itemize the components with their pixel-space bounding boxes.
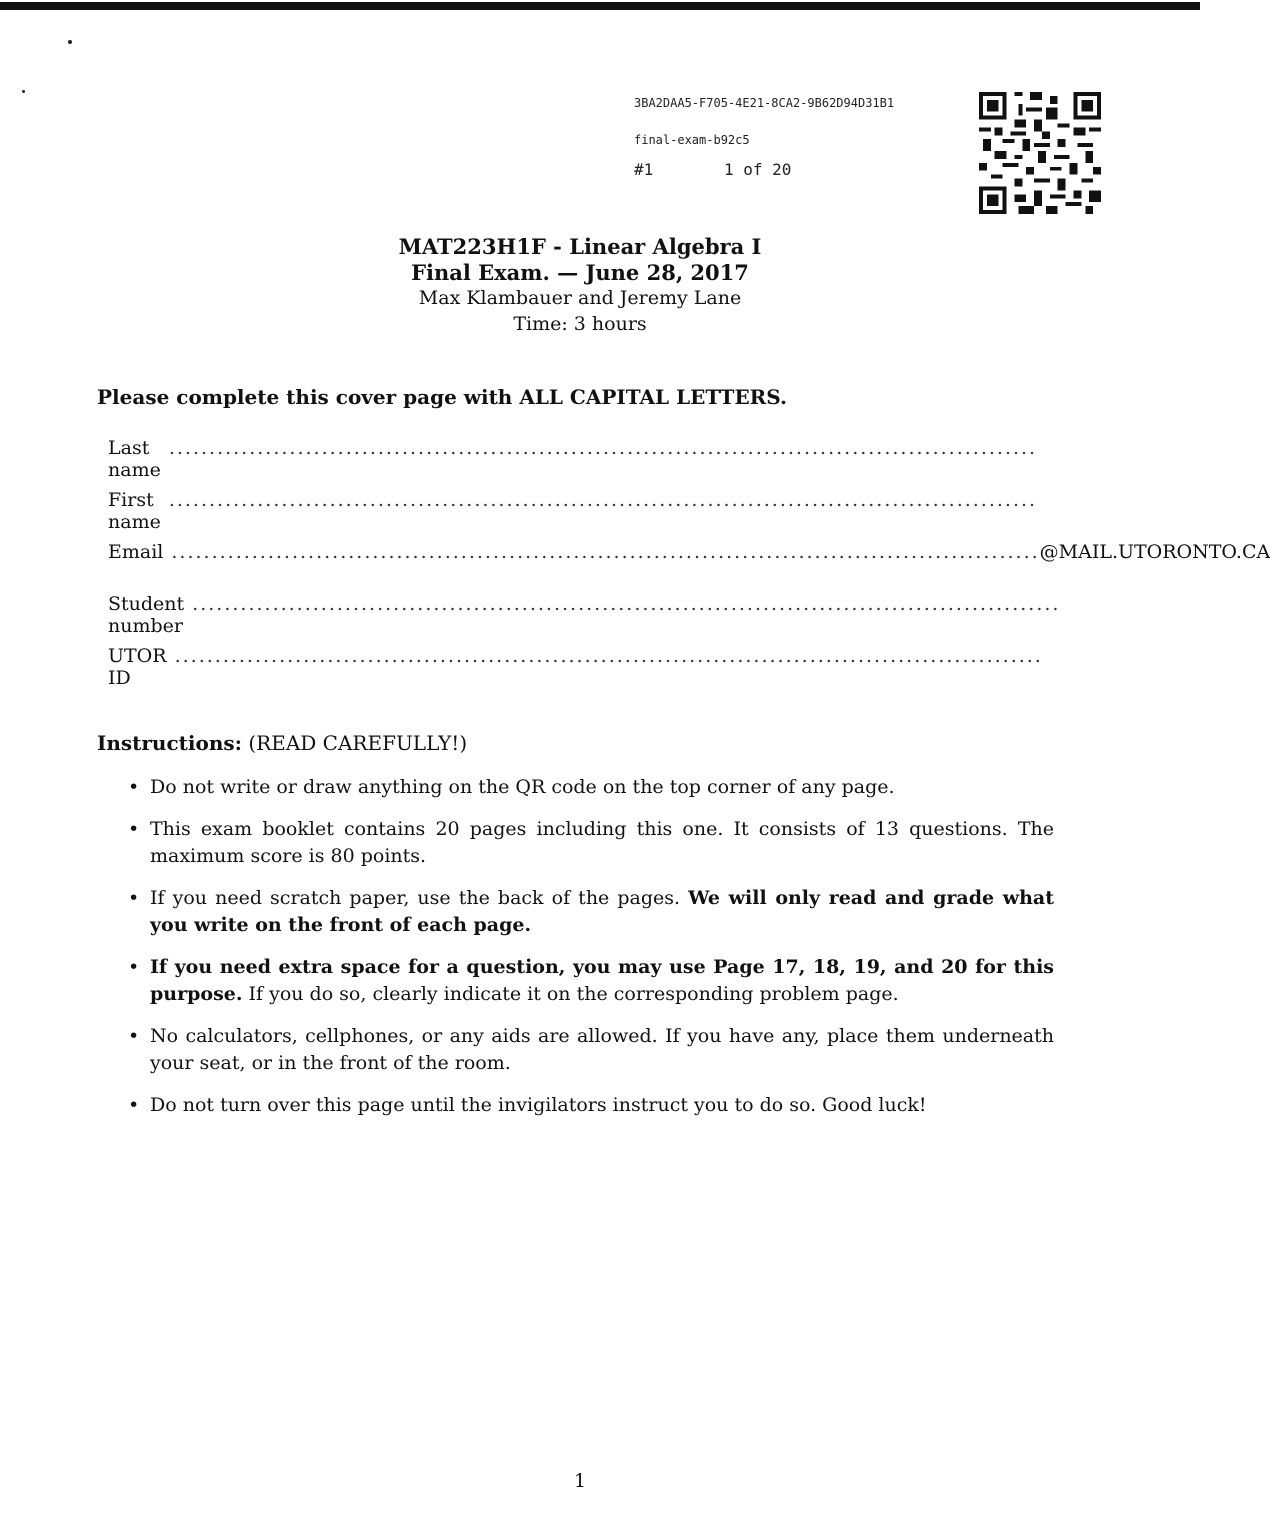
form-prompt: Please complete this cover page with ALL CAPITAL LETTERS. [97, 385, 787, 409]
student-number-field[interactable] [108, 593, 1061, 637]
last-name-field[interactable] [108, 437, 1038, 481]
instructions-list [128, 774, 1054, 1134]
qr-code-icon [978, 92, 1102, 214]
copy-number: #1 [634, 160, 654, 179]
field-label: Email [108, 541, 164, 563]
scan-speck [22, 90, 25, 93]
scan-speck [68, 40, 72, 44]
page-of-count: 1 of 20 [724, 160, 792, 179]
fill-in-dots: ............................................................................................................ [192, 593, 1061, 615]
instructions-heading-bold: Instructions: [97, 731, 243, 755]
instruction-item: • If you need extra space for a question, you may use Page 17, 18, 19, and 20 for this purpose. If you do so, clearly indicate it on the corresponding problem page. [128, 954, 1054, 1008]
exam-code: final-exam-b92c5 [634, 133, 750, 147]
page-number: 1 [573, 1470, 587, 1492]
instructions-heading [97, 731, 467, 755]
fill-in-dots: ............................................................................................................ [168, 437, 1038, 459]
top-border-bar [0, 2, 1200, 10]
field-label: UTOR ID [108, 645, 167, 689]
email-domain-suffix: @MAIL.UTORONTO.CA [1039, 541, 1270, 563]
field-label: First name [108, 489, 161, 533]
exam-duration: Time: 3 hours [513, 313, 647, 335]
instructors: Max Klambauer and Jeremy Lane [418, 287, 742, 309]
first-name-field[interactable] [108, 489, 1038, 533]
field-label: Last name [108, 437, 161, 481]
instruction-item: • Do not write or draw anything on the QR code on the top corner of any page. [128, 774, 1054, 801]
field-label: Student number [108, 593, 185, 637]
email-field[interactable] [108, 541, 1270, 563]
exam-uuid: 3BA2DAA5-F705-4E21-8CA2-9B62D94D31B1 [634, 96, 895, 110]
exam-title: Final Exam. — June 28, 2017 [411, 260, 749, 285]
instruction-item: • If you need scratch paper, use the back of the pages. We will only read and grade what you write on the front of each page. [128, 885, 1054, 939]
fill-in-dots: ............................................................................................................ [168, 489, 1038, 511]
course-title: MAT223H1F - Linear Algebra I [398, 234, 762, 259]
fill-in-dots: ............................................................................................................ [174, 645, 1043, 667]
utor-id-field[interactable] [108, 645, 1043, 689]
instructions-heading-note: (READ CAREFULLY!) [248, 731, 468, 755]
instruction-item: • This exam booklet contains 20 pages including this one. It consists of 13 questions. The maximum score is 80 points. [128, 816, 1054, 870]
instruction-item: • No calculators, cellphones, or any aids are allowed. If you have any, place them underneath your seat, or in the front of the room. [128, 1023, 1054, 1077]
fill-in-dots: ............................................................................................................ [171, 541, 1040, 563]
instruction-item: • Do not turn over this page until the invigilators instruct you to do so. Good luck! [128, 1092, 1054, 1119]
